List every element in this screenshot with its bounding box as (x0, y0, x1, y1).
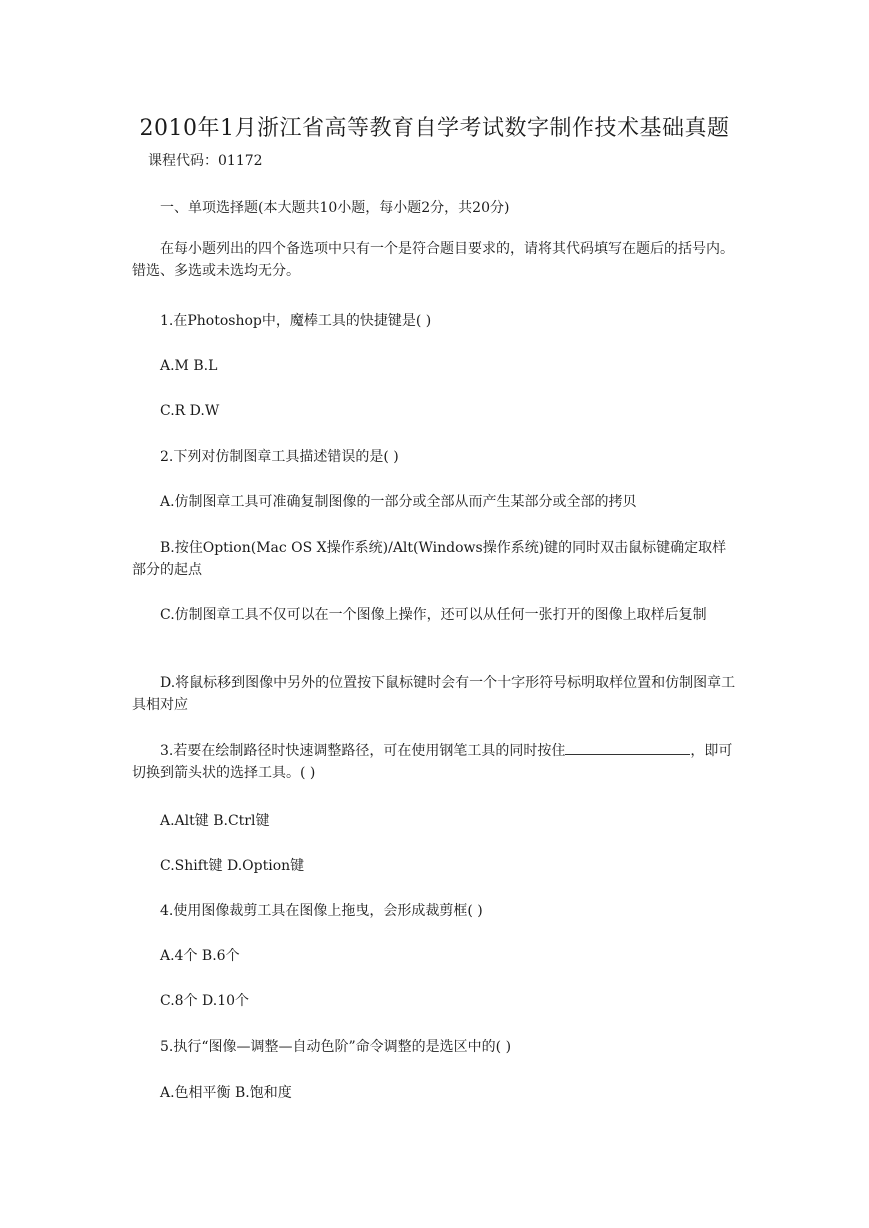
q1-question: 1.在Photoshop中，魔棒工具的快捷键是( ) (160, 313, 432, 329)
q1-options-cd: C.R D.W (160, 403, 220, 419)
q1-options-ab: A.M B.L (160, 358, 218, 374)
q3-options-ab: A.Alt键 B.Ctrl键 (160, 813, 270, 829)
q4-options-ab: A.4个 B.6个 (160, 948, 240, 964)
document-title: 2010年1月浙江省高等教育自学考试数字制作技术基础真题 (139, 116, 730, 141)
q5-question: 5.执行“图像—调整—自动色阶”命令调整的是选区中的( ) (160, 1039, 512, 1055)
q2-option-b: B.按住Option(Mac OS X操作系统)/Alt(Windows操作系统)键的同时双击鼠标键确定取样部分的起点 (132, 540, 727, 578)
course-code: 课程代码：01172 (148, 153, 263, 169)
q3-question (132, 740, 738, 784)
q2-option-d: D.将鼠标移到图像中另外的位置按下鼠标键时会有一个十字形符号标明取样位置和仿制图章工具相对应 (132, 675, 736, 713)
answer-blank (565, 740, 690, 755)
q2-option-c: C.仿制图章工具不仅可以在一个图像上操作，还可以从任何一张打开的图像上取样后复制 (160, 607, 707, 623)
q5-options-ab: A.色相平衡 B.饱和度 (160, 1085, 292, 1101)
q3-options-cd: C.Shift键 D.Option键 (160, 858, 305, 874)
q3-question-part2: ，即可切换到箭头状的选择工具。( ) (132, 743, 733, 781)
q4-options-cd: C.8个 D.10个 (160, 993, 250, 1009)
section-header: 一、单项选择题(本大题共10小题，每小题2分，共20分) (160, 200, 510, 216)
q3-question-part1: 3.若要在绘制路径时快速调整路径，可在使用钢笔工具的同时按住 (160, 743, 566, 759)
q2-option-a: A.仿制图章工具可准确复制图像的一部分或全部从而产生某部分或全部的拷贝 (160, 494, 637, 510)
instructions: 在每小题列出的四个备选项中只有一个是符合题目要求的，请将其代码填写在题后的括号内。错选、多选或未选均无分。 (132, 241, 734, 279)
q2-question: 2.下列对仿制图章工具描述错误的是( ) (160, 449, 399, 465)
q4-question: 4.使用图像裁剪工具在图像上拖曳，会形成裁剪框( ) (160, 903, 483, 919)
